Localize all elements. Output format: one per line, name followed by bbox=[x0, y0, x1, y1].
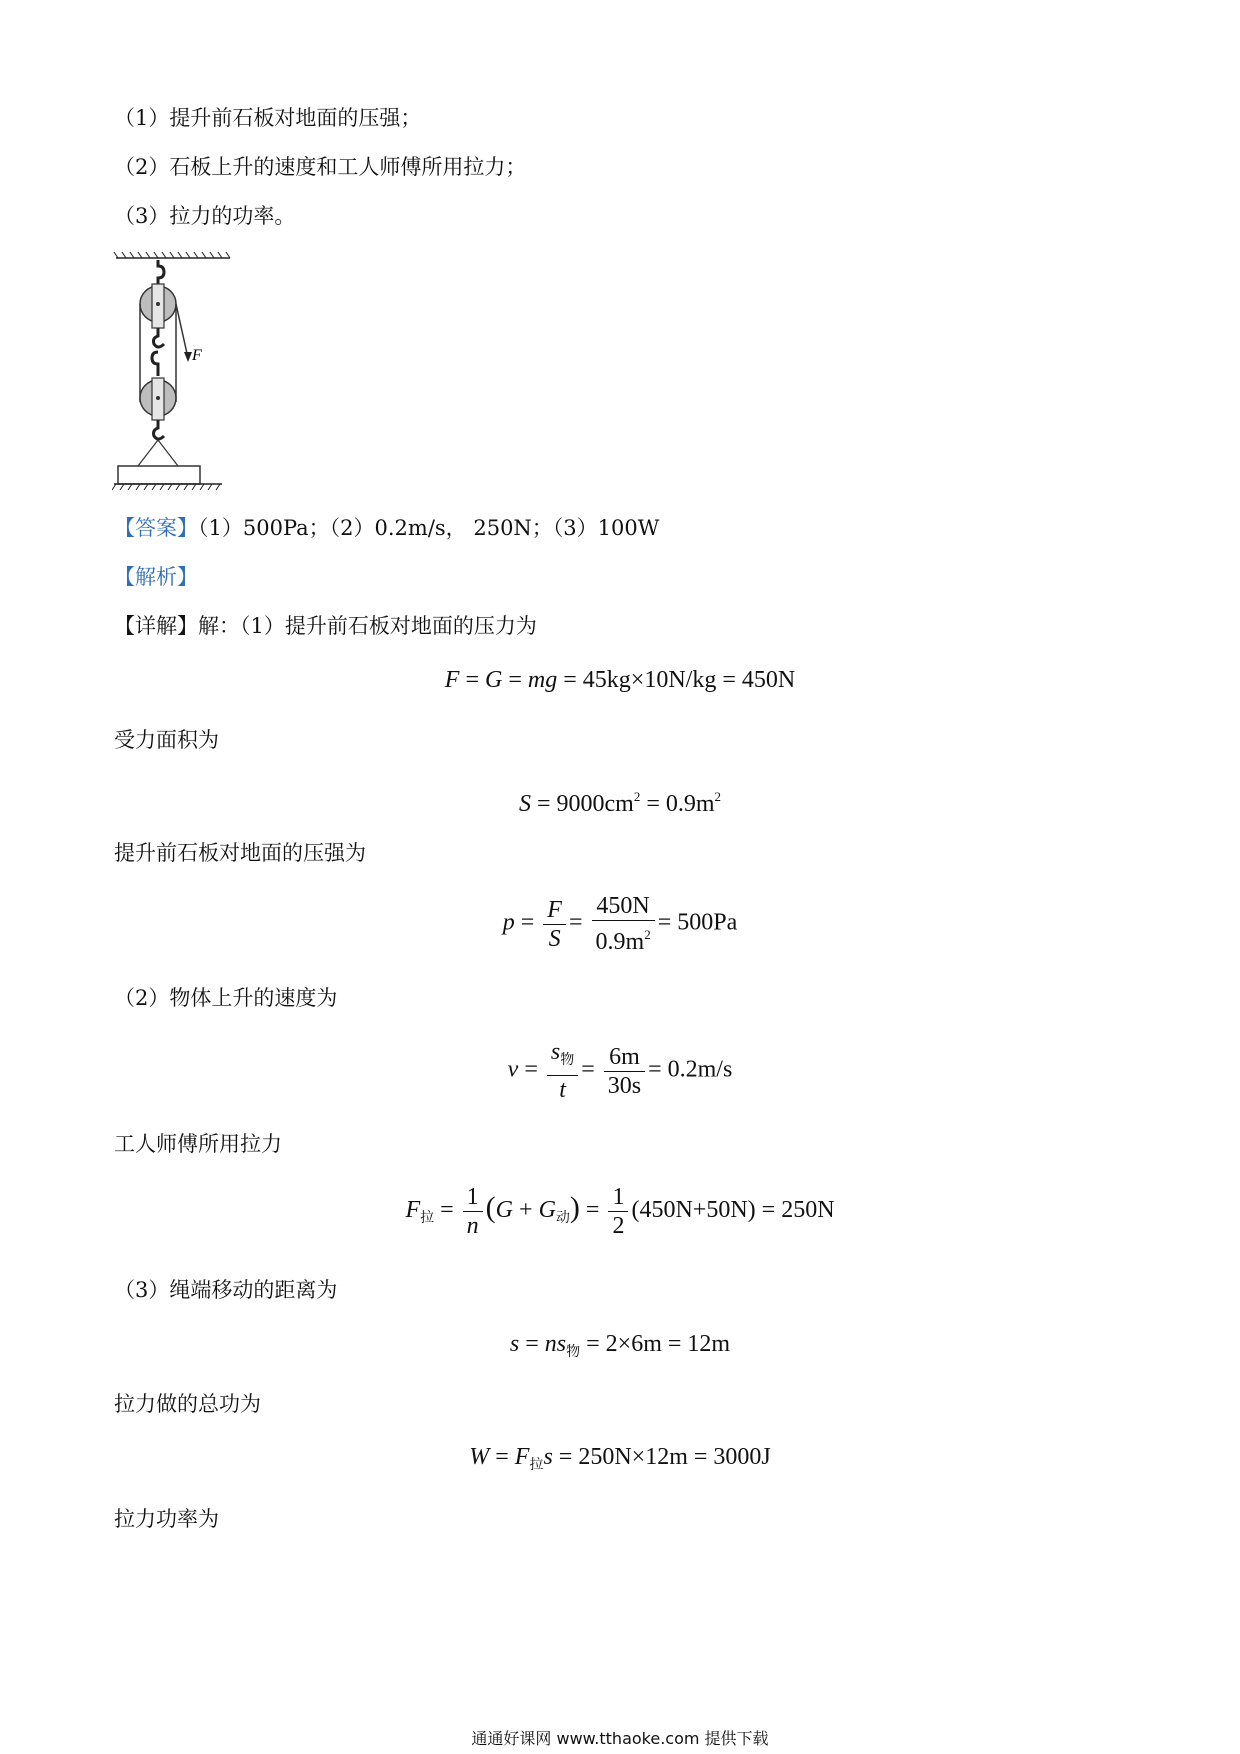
formula-speed: v = $\frac{s_物}{t}$ = $\frac{6m}{30s}$ = 0.2m/s bbox=[507, 1039, 733, 1103]
answer-line bbox=[114, 513, 659, 543]
formula-distance: $s = ns_物 = 2\times 6m = 12m$ bbox=[509, 1331, 731, 1360]
detail-tag: 【详解】 bbox=[114, 614, 198, 638]
text-work-label: 拉力做的总功为 bbox=[114, 1392, 261, 1416]
footer-watermark: 通通好课网 www.tthaoke.com 提供下载 bbox=[471, 1729, 769, 1748]
text-pull-label: 工人师傅所用拉力 bbox=[114, 1132, 282, 1156]
pulley-diagram bbox=[112, 248, 242, 498]
text-distance-label: （3）绳端移动的距离为 bbox=[114, 1278, 338, 1302]
answer-text: （1）500Pa；（2）0.2m/s， 250N；（3）100W bbox=[198, 516, 660, 540]
answer-tag: 【答案】 bbox=[114, 516, 198, 540]
detail-line bbox=[114, 611, 537, 641]
question-3: （3）拉力的功率。 bbox=[114, 204, 296, 228]
text-speed-label: （2）物体上升的速度为 bbox=[114, 986, 338, 1010]
text-area-label: 受力面积为 bbox=[114, 728, 219, 752]
question-2: （2）石板上升的速度和工人师傅所用拉力； bbox=[114, 155, 527, 179]
analysis-tag: 【解析】 bbox=[114, 565, 198, 589]
formula-work: $W = F_拉s = 250N\times 12m = 3000J$ bbox=[469, 1444, 771, 1473]
text-power-label: 拉力功率为 bbox=[114, 1507, 219, 1531]
text-pressure-label: 提升前石板对地面的压强为 bbox=[114, 841, 366, 865]
formula-pull-force: $F_拉$ = $\frac{1}{n}$ $(G + G_动)$ = $\frac{1}{2}$ (450N+50N) = 250N bbox=[405, 1184, 835, 1239]
formula-pressure: p = $\frac{F}{S}$ = $\frac{450N}{0.9m^2}$ = 500Pa bbox=[502, 893, 738, 955]
question-1: （1）提升前石板对地面的压强； bbox=[114, 106, 422, 130]
formula-area: $S = 9000cm^2 = 0.9m^2$ bbox=[518, 789, 722, 817]
formula-pressure-force: F = G = mg = 45kg×10N/kg = 450N bbox=[444, 667, 796, 693]
detail-text: 解：（1）提升前石板对地面的压力为 bbox=[198, 614, 537, 638]
force-label: F bbox=[192, 347, 202, 364]
